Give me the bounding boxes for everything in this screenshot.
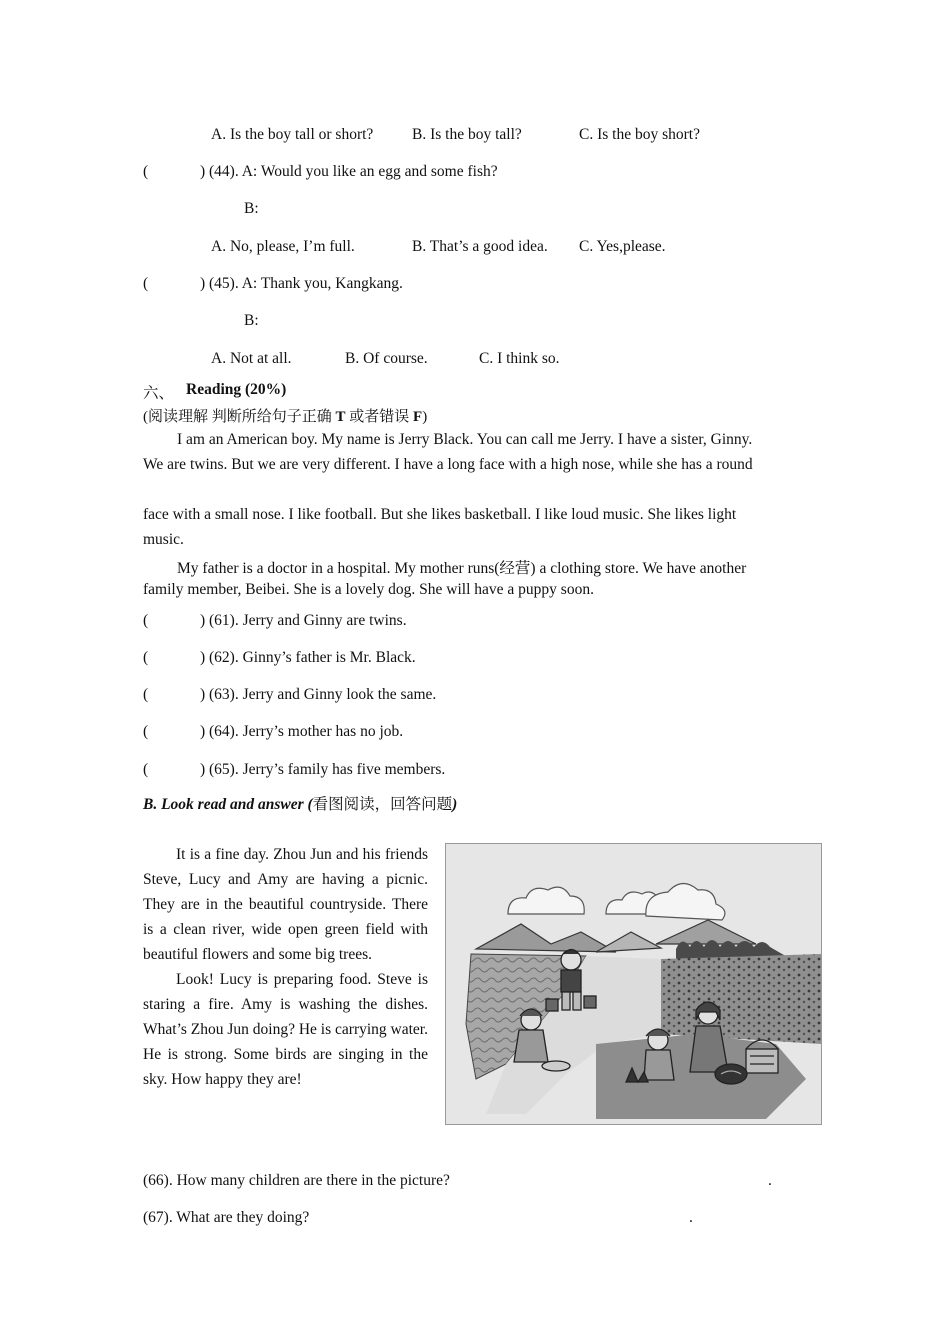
question-67-end: .	[689, 1209, 693, 1226]
passage-a-line-4: music.	[143, 531, 184, 548]
tf-62-text: (62). Ginny’s father is Mr. Black.	[209, 649, 416, 666]
instruction-pre: (阅读理解 判断所给句子正确	[143, 409, 336, 425]
tf-62-paren-close: )	[200, 649, 206, 666]
instruction-end: )	[422, 409, 428, 425]
tf-64-text: (64). Jerry’s mother has no job.	[209, 723, 404, 740]
section-b-title	[143, 792, 457, 814]
q43-option-b: B. Is the boy tall?	[412, 126, 522, 143]
q45-option-a: A. Not at all.	[211, 350, 292, 367]
section-title: Reading (20%)	[186, 381, 287, 398]
tf-65-text: (65). Jerry’s family has five members.	[209, 761, 446, 778]
question-67: (67). What are they doing?	[143, 1209, 310, 1226]
q45-answer-paren-close: )	[200, 275, 206, 292]
q44-answer-paren-open: (	[143, 163, 149, 180]
q45-b-label: B:	[244, 312, 259, 329]
section-number: 六、	[143, 385, 175, 402]
q44-option-a: A. No, please, I’m full.	[211, 238, 355, 255]
question-66-end: .	[768, 1172, 772, 1189]
q44-option-b: B. That’s a good idea.	[412, 238, 548, 255]
q45-option-b: B. Of course.	[345, 350, 428, 367]
passage-a-line-6: family member, Beibei. She is a lovely dog. She will have a puppy soon.	[143, 581, 594, 598]
q44-question: (44). A: Would you like an egg and some fish?	[209, 163, 498, 180]
q44-option-c: C. Yes,please.	[579, 238, 666, 255]
instruction-f: F	[413, 409, 423, 425]
passage-b	[143, 842, 428, 1092]
q43-option-a: A. Is the boy tall or short?	[211, 126, 374, 143]
tf-65-paren-close: )	[200, 761, 206, 778]
q44-answer-paren-close: )	[200, 163, 206, 180]
section-b-title-cn: 看图阅读，回答问题	[312, 796, 453, 813]
passage-b-paragraph-2: Look! Lucy is preparing food. Steve is staring a fire. Amy is washing the dishes. What’s Zhou Jun doing? He is carrying water. He is strong. Some birds are singing in the sky. How happy they are!	[143, 971, 428, 1088]
passage-a-line-3: face with a small nose. I like football. But she likes basketball. I like loud music. She likes light	[143, 506, 737, 523]
picnic-picture	[445, 843, 822, 1125]
q45-question: (45). A: Thank you, Kangkang.	[209, 275, 403, 292]
q43-option-c: C. Is the boy short?	[579, 126, 700, 143]
tf-64-paren-open: (	[143, 723, 149, 740]
instruction-mid: 或者错误	[345, 409, 414, 425]
question-66: (66). How many children are there in the picture?	[143, 1172, 450, 1189]
tf-62-paren-open: (	[143, 649, 149, 666]
tf-63-paren-close: )	[200, 686, 206, 703]
passage-a-line-5: My father is a doctor in a hospital. My mother runs(经营) a clothing store. We have another	[177, 560, 747, 577]
section-b-title-en: B. Look read and answer (	[143, 796, 313, 813]
tf-61-paren-close: )	[200, 612, 206, 629]
passage-a-line-2: We are twins. But we are very different. I have a long face with a high nose, while she has a round	[143, 456, 753, 473]
passage-b-paragraph-1: It is a fine day. Zhou Jun and his friends Steve, Lucy and Amy are having a picnic. They are in the beautiful countryside. There is a clean river, wide open green field with beautiful flowers and some big trees.	[143, 846, 428, 963]
picnic-illustration	[446, 844, 821, 1124]
q45-answer-paren-open: (	[143, 275, 149, 292]
tf-63-paren-open: (	[143, 686, 149, 703]
tf-64-paren-close: )	[200, 723, 206, 740]
instruction-t: T	[335, 409, 346, 425]
q44-b-label: B:	[244, 200, 259, 217]
q45-option-c: C. I think so.	[479, 350, 560, 367]
section-b-title-end: )	[452, 796, 458, 813]
tf-61-paren-open: (	[143, 612, 149, 629]
passage-a-line-1: I am an American boy. My name is Jerry Black. You can call me Jerry. I have a sister, Ginny.	[177, 431, 753, 448]
tf-63-text: (63). Jerry and Ginny look the same.	[209, 686, 437, 703]
tf-65-paren-open: (	[143, 761, 149, 778]
tf-61-text: (61). Jerry and Ginny are twins.	[209, 612, 407, 629]
section-instruction	[143, 405, 427, 426]
